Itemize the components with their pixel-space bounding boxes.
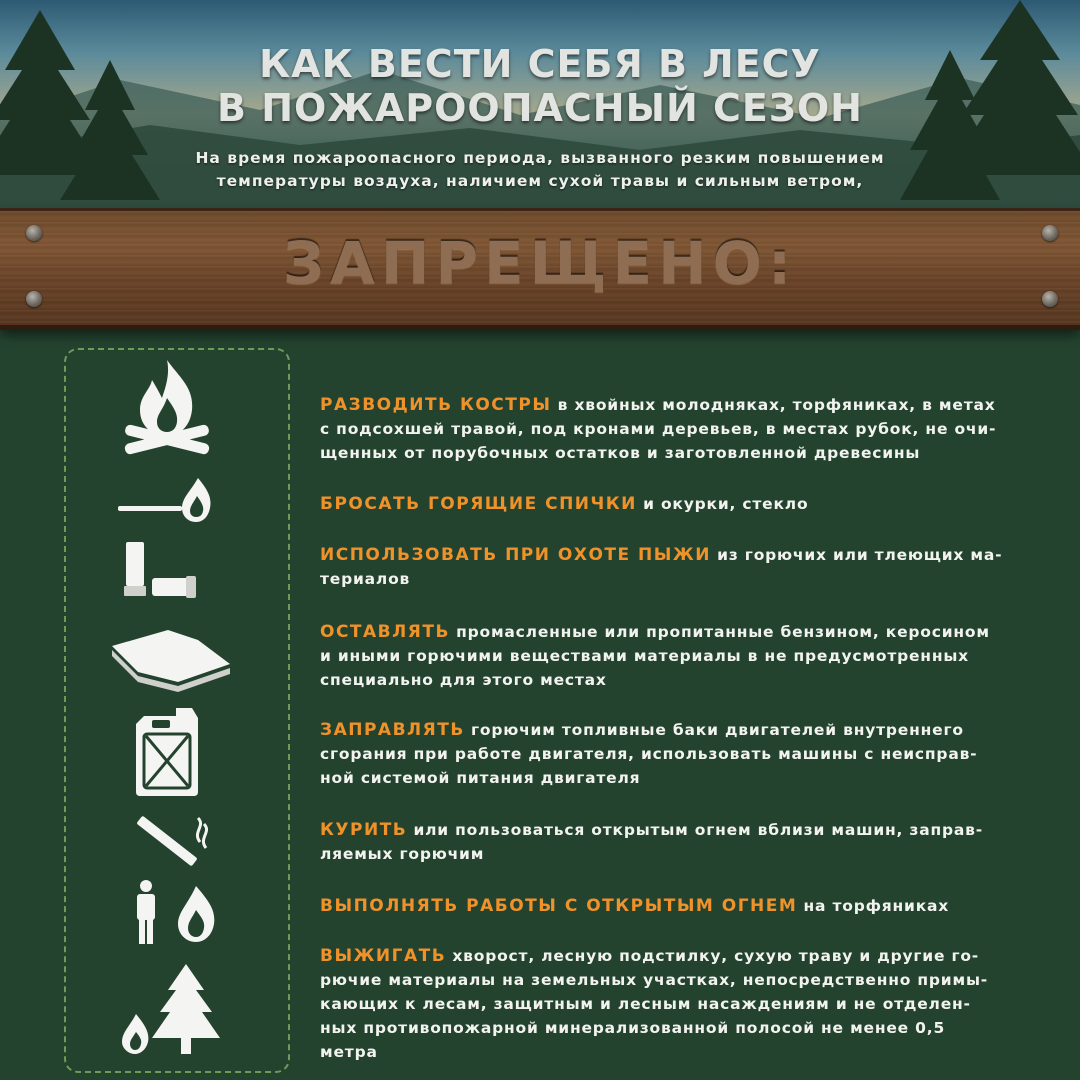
rule-text: в хвойных молодняках, торфяниках, в метах <box>551 396 996 414</box>
rule-keyword: ВЫПОЛНЯТЬ РАБОТЫ С ОТКРЫТЫМ ОГНЕМ <box>320 896 798 916</box>
rule-text: или пользоваться открытым огнем вблизи машин, заправ- <box>407 821 983 839</box>
rule-text: промасленные или пропитанные бензином, керосином <box>449 623 990 641</box>
wooden-board <box>0 208 1080 330</box>
rule-text: метра <box>320 1043 378 1061</box>
rule-text: рючие материалы на земельных участках, непосредственно примы- <box>320 971 988 989</box>
rule-keyword: КУРИТЬ <box>320 820 408 840</box>
rule-text: из горючих или тлеющих ма- <box>710 546 1003 564</box>
rule-refueling <box>320 718 1050 790</box>
rule-text: ной системой питания двигателя <box>320 769 641 787</box>
rule-open-fire-work <box>320 894 1050 918</box>
rule-text: на торфяниках <box>797 897 950 915</box>
rule-keyword: ЗАПРАВЛЯТЬ <box>320 720 465 740</box>
rule-burning <box>320 944 1050 1064</box>
cigarette-icon <box>132 814 212 876</box>
fuel-canister-icon <box>132 706 202 798</box>
rule-text: ных противопожарной минерализованной полосой не менее 0,5 <box>320 1019 946 1037</box>
rule-keyword: ВЫЖИГАТЬ <box>320 946 447 966</box>
rule-text: ляемых горючим <box>320 845 485 863</box>
rule-text: кающих к лесам, защитным и лесным насаждениям и не отделен- <box>320 995 971 1013</box>
rule-smoking <box>320 818 1050 866</box>
rule-text: специально для этого местах <box>320 671 607 689</box>
forbidden-heading: ЗАПРЕЩЕНО: <box>282 229 798 297</box>
rule-keyword: РАЗВОДИТЬ КОСТРЫ <box>320 395 552 415</box>
tree-fire-icon <box>120 962 230 1056</box>
rule-text: горючим топливные баки двигателей внутреннего <box>464 721 964 739</box>
page-title-line-2: В ПОЖАРООПАСНЫЙ СЕЗОН <box>217 86 863 130</box>
page-title-line-1: КАК ВЕСТИ СЕБЯ В ЛЕСУ <box>259 42 821 86</box>
rule-keyword: ИСПОЛЬЗОВАТЬ ПРИ ОХОТЕ ПЫЖИ <box>320 545 711 565</box>
rule-keyword: БРОСАТЬ ГОРЯЩИЕ СПИЧКИ <box>320 494 637 514</box>
rule-text: и окурки, стекло <box>636 495 809 513</box>
rule-oily-materials <box>320 620 1050 692</box>
match-icon <box>118 476 214 526</box>
rule-text: сгорания при работе двигателя, использовать машины с неисправ- <box>320 745 978 763</box>
rule-text: щенных от порубочных остатков и заготовленной древесины <box>320 444 921 462</box>
oily-rags-icon <box>108 628 234 696</box>
shotgun-shell-icon <box>124 540 204 602</box>
rule-wads <box>320 543 1050 591</box>
campfire-icon <box>122 358 212 458</box>
rule-matches <box>320 492 1050 516</box>
rule-text: хворост, лесную подстилку, сухую траву и другие го- <box>446 947 980 965</box>
subtitle-line-2: температуры воздуха, наличием сухой травы и сильным ветром, <box>216 172 864 190</box>
rule-campfires <box>320 393 1050 465</box>
rule-text: с подсохшей травой, под кронами деревьев, в местах рубок, не очи- <box>320 420 997 438</box>
rule-keyword: ОСТАВЛЯТЬ <box>320 622 450 642</box>
rule-text: териалов <box>320 570 411 588</box>
header-banner <box>0 0 1080 210</box>
rule-text: и иными горючими веществами материалы в не предусмотренных <box>320 647 969 665</box>
subtitle-line-1: На время пожароопасного периода, вызванного резким повышением <box>195 149 885 167</box>
icon-column <box>64 348 290 1073</box>
person-fire-icon <box>130 880 220 946</box>
